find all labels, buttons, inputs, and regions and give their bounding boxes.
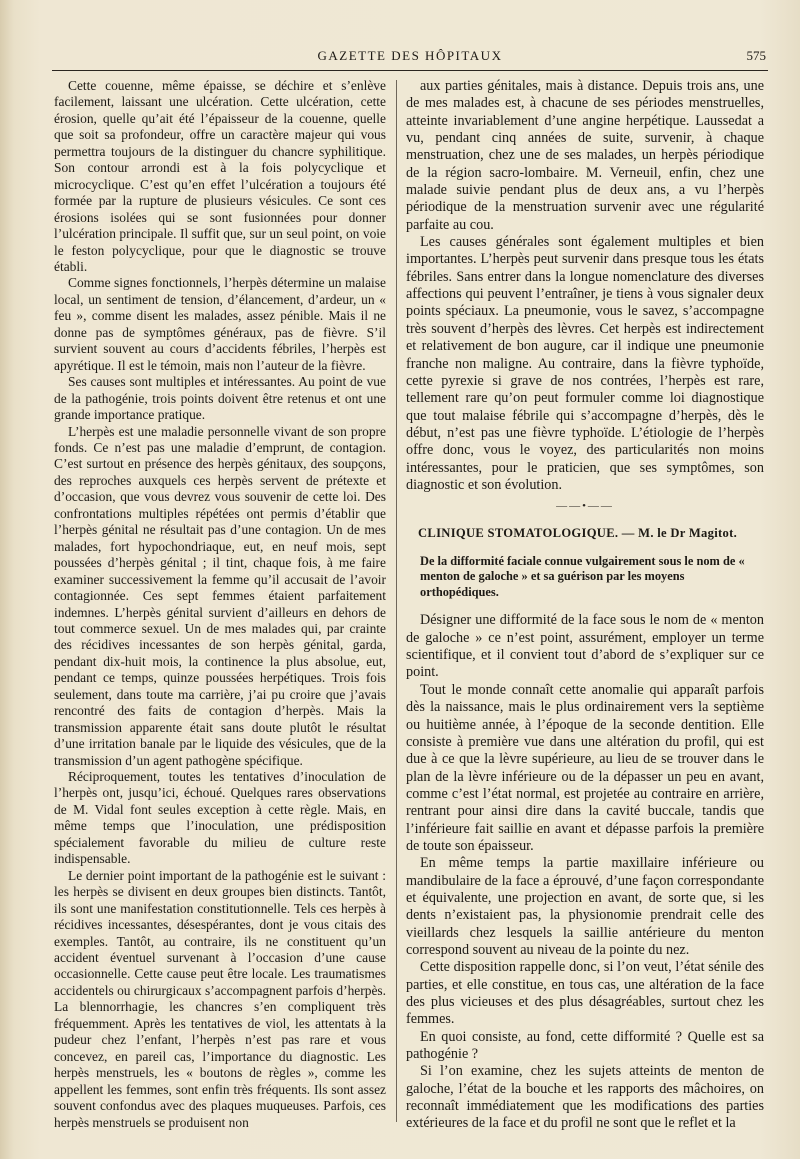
article-title: De la difformité faciale connue vulgairement sous le nom de « menton de galoche » et sa guérison par les moyens orthopédiques. [420,553,745,599]
page-header [52,48,768,68]
paragraph: Si l’on examine, chez les sujets atteints de menton de galoche, l’état de la bouche et les rapports des mâchoires, on reconnaît immédiatement que les modifications des parties extérieures de la face et du profil ne sont que le reflet et la [406,1063,764,1132]
page-number: 575 [746,48,766,63]
column-divider [396,80,397,1122]
paragraph: aux parties génitales, mais à distance. Depuis trois ans, une de mes malades est, à chacune de ses périodes menstruelles, atteinte invariablement d’une angine herpétique. Laussedat a vu, pendant cinq années de suite, survenir, à chaque menstruation, chez une de ses malades, un herpès périodique de la région sacro-lombaire. M. Verneuil, enfin, chez une malade suivie pendant plus de deux ans, a vu l’herpès périodique de la menstruation survenir avec une régularité parfaite au cou. [406,78,764,233]
paragraph: Ses causes sont multiples et intéressantes. Au point de vue de la pathogénie, trois points doivent être retenus et ont une grande importance pratique. [54,374,386,423]
right-column [406,78,764,1133]
paragraph: Réciproquement, toutes les tentatives d’inoculation de l’herpès ont, jusqu’ici, échoué. Quelques rares observations de M. Vidal font seules exception à cette règle. Mais, en même temps que l’inoculation, une prédisposition spécialement favorable du milieu de culture reste indispensable. [54,769,386,867]
paragraph: En même temps la partie maxillaire inférieure ou mandibulaire de la face a éprouvé, d’une façon correspondante et équivalente, une projection en avant, de sorte que, si les dents n’existaient pas, la physionomie prendrait celle des vieillards chez lesquels la saillie antérieure du menton correspond souvent au niveau de la pointe du nez. [406,855,764,958]
paragraph: Désigner une difformité de la face sous le nom de « menton de galoche » ce n’est point, assurément, employer un terme scientifique, et il convient tout d’abord de s’expliquer sur ce point. [406,612,764,681]
paragraph: L’herpès est une maladie personnelle vivant de son propre fonds. Ce n’est pas une maladie d’emprunt, de contagion. C’est surtout en présence des herpès génitaux, des soupçons, des reproches auxquels ces herpès servent de prétexte et d’occasion, que vous devrez vous souvenir de cette loi. Des confrontations multiples répétées ont permis d’établir que l’herpès génital ne résultait pas d’une contagion. Un de mes malades, fort hypochondriaque, eut, en neuf mois, sept poussées d’herpès génital ; il tint, chaque fois, à me faire examiner successivement la femme qu’il accusait de l’avoir contagionnée. Ces sept femmes étaient parfaitement indemnes. L’herpès génital survient d’ailleurs en dehors de tout commerce sexuel. Un de mes malades qui, par crainte des récidives incessantes de son herpès génital, garda, pendant dix-huit mois, la continence la plus absolue, eut, pendant ce temps, quinze poussées herpétiques. Trois fois seulement, dans toute ma carrière, j’ai pu croire que j’avais rencontré des faits de contagion d’herpès. Mais la transmission apparente était sans doute plutôt le résultat d’une irritation banale par le liquide des vésicules, que de la transmission d’un agent pathogène spécifique. [54,423,386,768]
running-title: GAZETTE DES HÔPITAUX [317,48,503,63]
paragraph: Cette couenne, même épaisse, se déchire et s’enlève facilement, laissant une ulcération. Cette ulcération, cette érosion, quelle qu’ait été l’épaisseur de la couenne, quelle que soit sa profondeur, offre un caractère majeur qui vous permettra toujours de la distinguer du chancre syphilitique. Son contour arrondi est à la fois polycyclique et microcyclique. C’est qu’en effet l’ulcération a toujours été formée par la rupture de plusieurs vésicules. Ce sont ces érosions isolées qui se sont fusionnées pour donner l’ulcération principale. Il suffit que, sur un seul point, on voie le feston polycyclique, pour que le diagnostic se trouve établi. [54,78,386,274]
paragraph: Tout le monde connaît cette anomalie qui apparaît parfois dès la naissance, mais le plus ordinairement vers la septième ou huitième année, à l’époque de la seconde dentition. Elle consiste à première vue dans une altération du profil, qui est due à ce que la lèvre supérieure, au lieu de se trouver dans le plan de la lèvre inférieure ou de la dépasser un peu en avant, comme c’est l’état normal, est projetée au contraire en arrière, rentrant pour ainsi dire dans la cavité buccale, tandis que l’inférieure fait saillie en avant et dépasse parfois la première de toute son épaisseur. [406,681,764,854]
paragraph: Cette disposition rappelle donc, si l’on veut, l’état sénile des parties, et elle constitue, en tous cas, une altération de la face des plus vicieuses et des plus désagréables, surtout chez les femmes. [406,959,764,1028]
left-column [54,78,386,1131]
header-rule [52,70,768,71]
section-heading: CLINIQUE STOMATOLOGIQUE. — M. le Dr Magitot. [418,525,738,540]
paragraph: Les causes générales sont également multiples et bien importantes. L’herpès peut survenir dans presque tous les états fébriles. Sans entrer dans la longue nomenclature des diverses affections qui peuvent l’entraîner, je tiens à vous signaler deux points spéciaux. La pneumonie, vous le savez, s’accompagne très souvent d’herpès des lèvres. Cet herpès est indirectement et relativement de bon augure, car il indique une pneumonie franche non maligne. Au contraire, dans la fièvre typhoïde, cette pyrexie si grave de nos contrées, l’herpès est rare, tellement rare qu’on peut formuler comme loi diagnostique que tout malaise fébrile qui s’accompagne d’herpès, dès le début, n’est pas une fièvre typhoïde. L’étiologie de l’herpès offre donc, vous le voyez, des particularités non moins intéressantes, pour le praticien, que ses symptômes, son diagnostic et son évolution. [406,234,764,493]
paragraph: Comme signes fonctionnels, l’herpès détermine un malaise local, un sentiment de tension, d’élancement, d’ardeur, un « feu », comme disent les malades, assez pénible. Mais il ne donne pas de symptômes généraux, pas de fièvre. S’il survient souvent au cours d’accidents fébriles, l’herpès est apyrétique. Il est le témoin, mais non l’auteur de la fièvre. [54,275,386,373]
paragraph: Le dernier point important de la pathogénie est le suivant : les herpès se divisent en deux groupes bien distincts. Tantôt, ils sont une manifestation constitutionnelle. Tels ces herpès à récidives incessantes, désespérantes, dont je vous citais des exemples. Tantôt, au contraire, ils ne constituent qu’un accident éventuel survenant à l’occasion d’une cause occasionnelle. Cette cause peut être locale. Les traumatismes accidentels ou chirurgicaux s’accompagnent parfois d’herpès. La blennorrhagie, les chancres s’en compliquent très fréquemment. Après les tentatives de viol, les attentats à la pudeur chez l’enfant, l’herpès n’est pas rare et vous concevez, en pareil cas, l’importance du diagnostic. Les herpès menstruels, les « boutons de règles », comme les appellent les femmes, sont enfin très fréquents. Ils sont assez souvent confondus avec des plaques muqueuses. Parfois, ces herpès menstruels se produisent non [54,867,386,1130]
paragraph: En quoi consiste, au fond, cette difformité ? Quelle est sa pathogénie ? [406,1028,764,1063]
separator-ornament: ——•—— [556,500,614,513]
